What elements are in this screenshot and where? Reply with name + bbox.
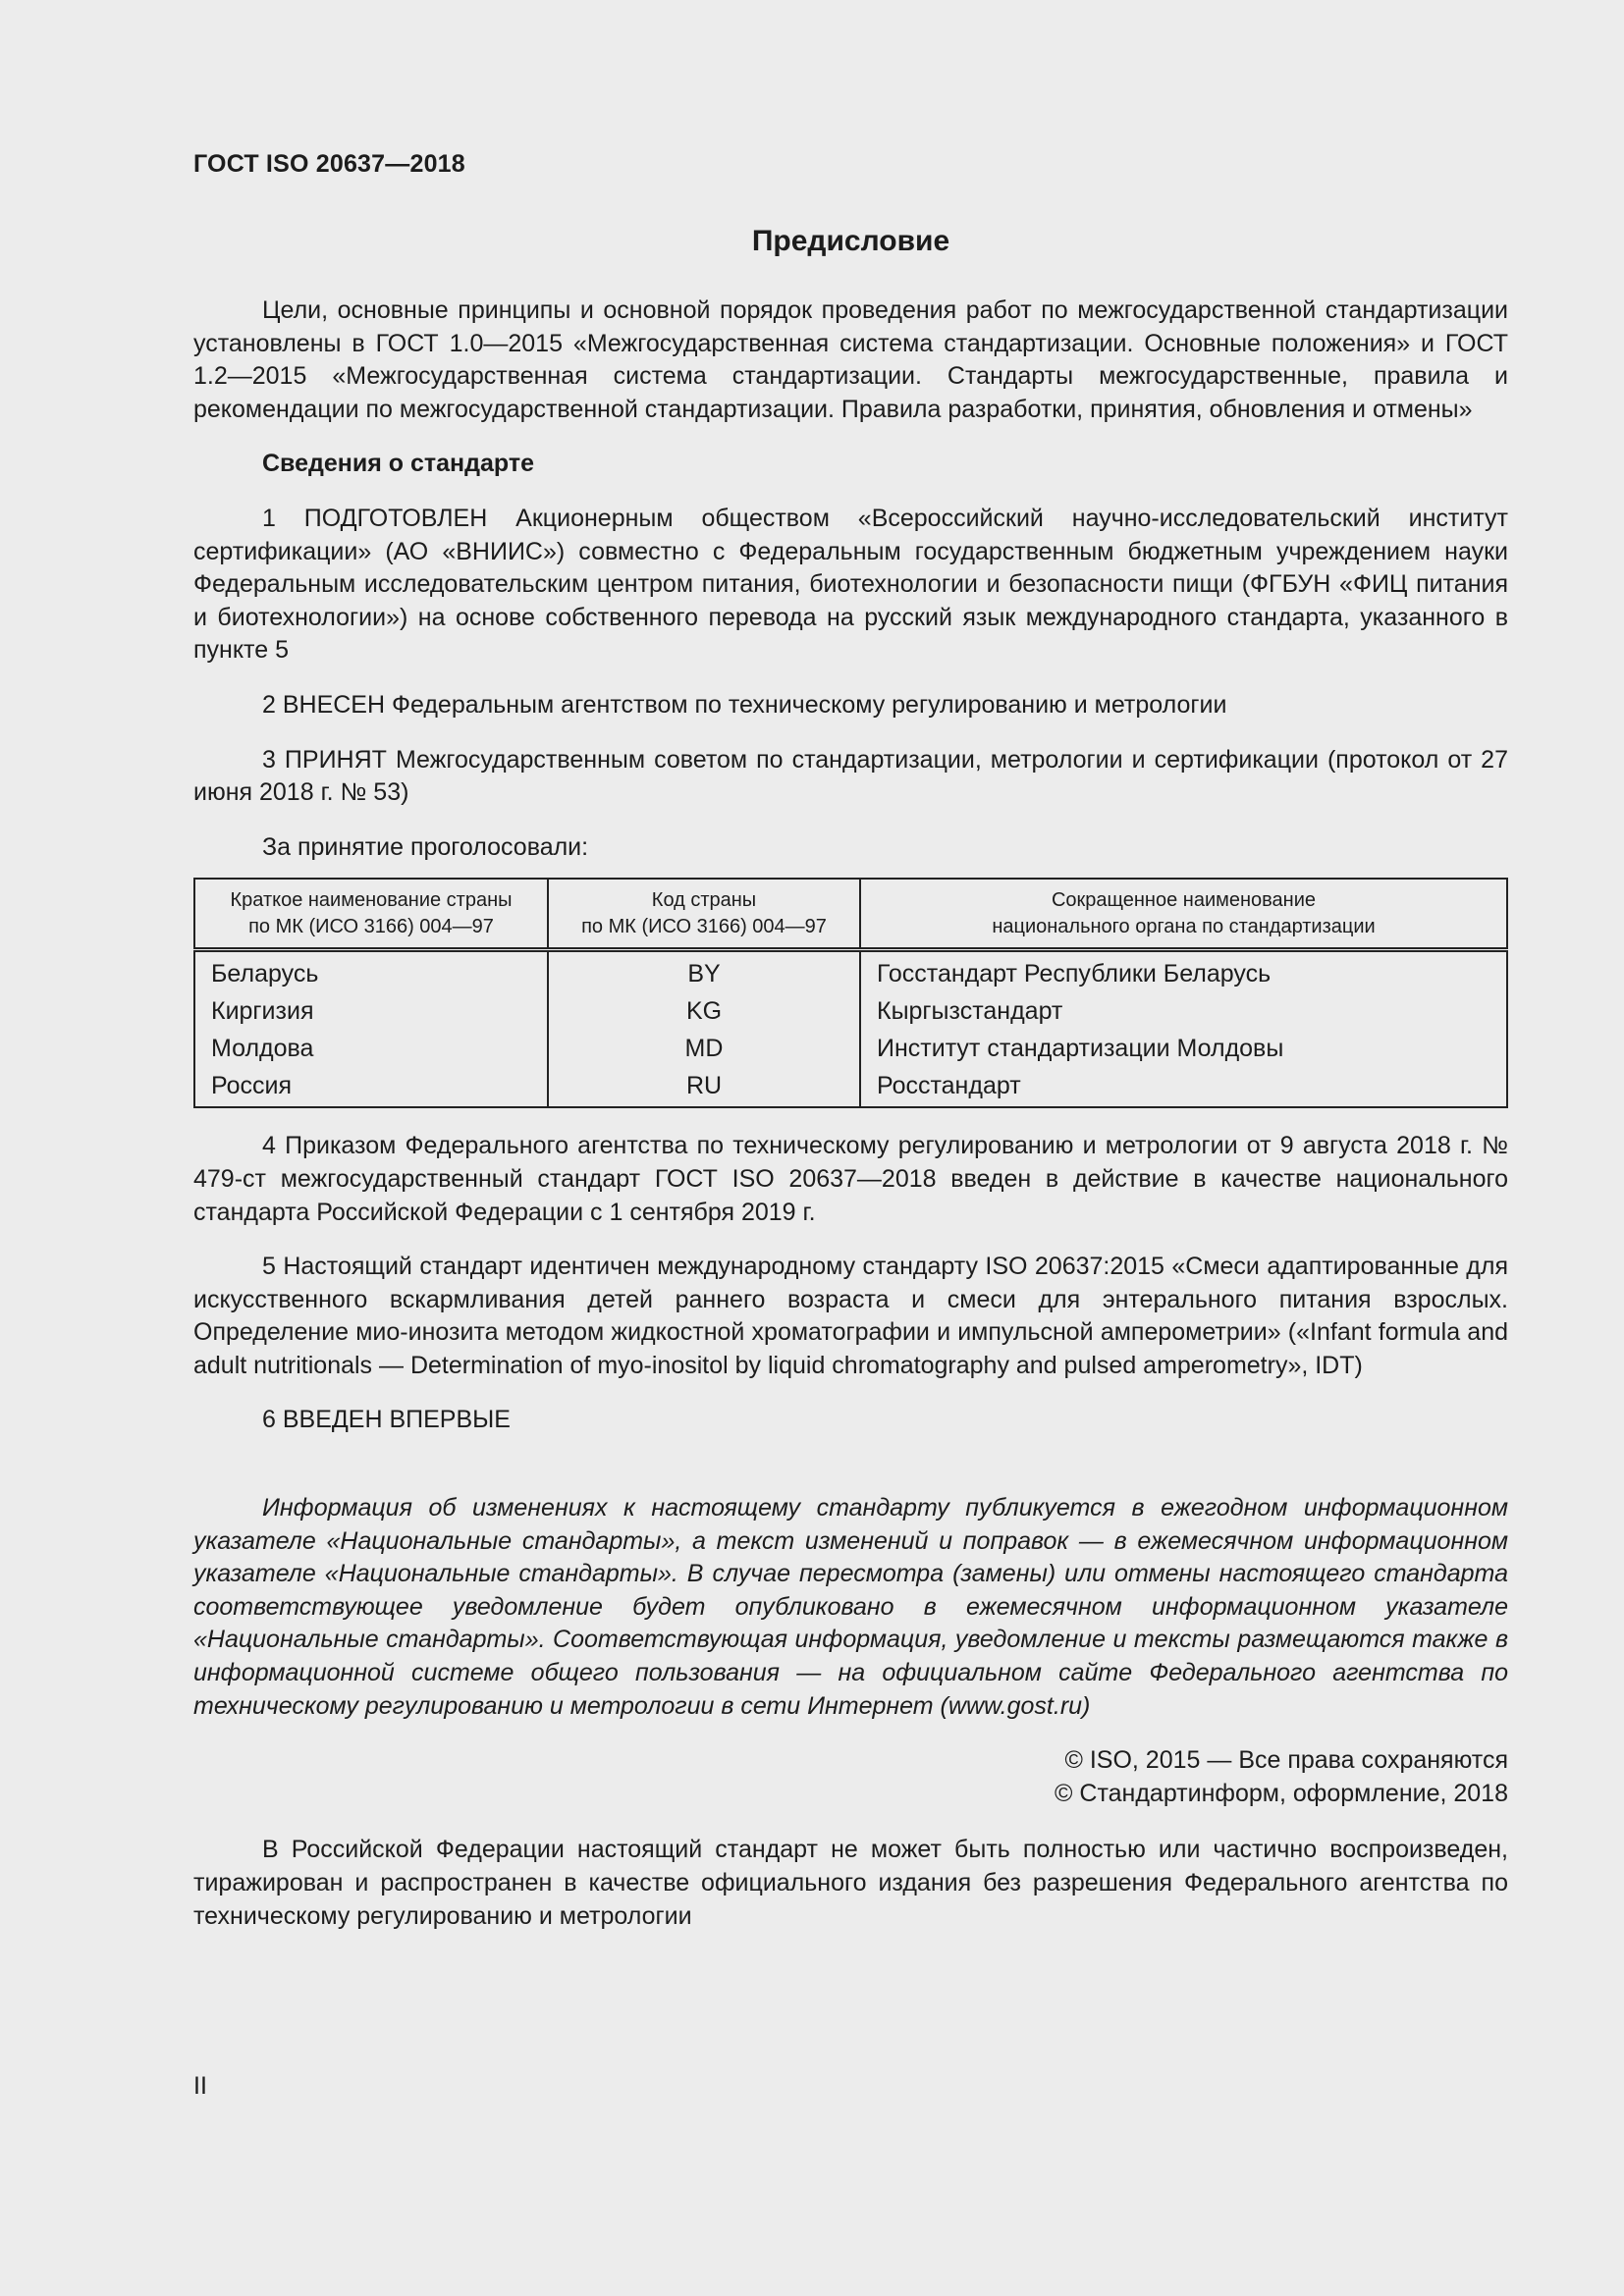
rights-paragraph: В Российской Федерации настоящий стандарт не может быть полностью или частично воспроизведен, тиражирован и распространен в качестве официального издания без разрешения Федерального агентства по техническому регулированию и метрологии (193, 1836, 1508, 1930)
page-title: Предисловие (751, 225, 950, 257)
column-header-line: Краткое наименование страны (230, 889, 513, 912)
column-header-line: по МК (ИСО 3166) 004—97 (248, 916, 494, 938)
body-cell: Институт стандартизации Молдовы (860, 1030, 1507, 1067)
column-header-line: Сокращенное наименование (1051, 889, 1317, 912)
column-header-body (860, 879, 1507, 950)
table-row (194, 1030, 1507, 1067)
body-cell: Госстандарт Республики Беларусь (860, 950, 1507, 993)
column-header-country (194, 879, 548, 950)
voted-label: За принятие проголосовали: (262, 832, 589, 861)
copyright-iso: © ISO, 2015 — Все права сохраняются (1064, 1746, 1508, 1775)
country-cell: Молдова (194, 1030, 548, 1067)
section-heading: Сведения о стандарте (262, 450, 535, 478)
document-body (193, 294, 1508, 1933)
voters-table (193, 878, 1508, 1108)
copyright-publisher: © Стандартинформ, оформление, 2018 (1055, 1779, 1508, 1807)
code-cell: RU (548, 1067, 860, 1107)
page-number: II (193, 2072, 207, 2100)
change-info-paragraph: Информация об изменениях к настоящему стандарту публикуется в ежегодном информационном указателе «Национальные стандарты», а текст изменений и поправок — в ежемесячном информационном указателе «Национальные стандарты». В случае пересмотра (замены) или отмены настоящего стандарта соответствующее уведомление будет опубликовано в ежемесячном информационном указателе «Национальные стандарты». Соответствующая информация, уведомление и тексты размещаются также в информационной системе общего пользования — на официальном сайте Федерального агентства по техническому регулированию и метрологии в сети Интернет (www.gost.ru) (193, 1494, 1508, 1720)
code-cell: BY (548, 950, 860, 993)
item-6-paragraph: 6 ВВЕДЕН ВПЕРВЫЕ (262, 1406, 511, 1434)
table-row (194, 1067, 1507, 1107)
body-cell: Кыргызстандарт (860, 992, 1507, 1030)
item-5-paragraph: 5 Настоящий стандарт идентичен международному стандарту ISO 20637:2015 «Смеси адаптированные для искусственного вскармливания детей раннего возраста и смеси для энтерального питания взрослых. Определение мио-инозита методом жидкостной хроматографии и импульсной амперометрии» («Infant formula and adult nutritionals — Determination of myo-inositol by liquid chromatography and pulsed amperometry», IDT) (193, 1253, 1508, 1379)
copyright-block (193, 1744, 1508, 1810)
intro-paragraph: Цели, основные принципы и основной порядок проведения работ по межгосударственной стандартизации установлены в ГОСТ 1.0—2015 «Межгосударственная система стандартизации. Основные положения» и ГОСТ 1.2—2015 «Межгосударственная система стандартизации. Стандарты межгосударственные, правила и рекомендации по межгосударственной стандартизации. Правила разработки, принятия, обновления и отмены» (193, 296, 1508, 423)
country-cell: Беларусь (194, 950, 548, 993)
column-header-line: по МК (ИСО 3166) 004—97 (581, 916, 827, 938)
table-row (194, 992, 1507, 1030)
item-4-paragraph: 4 Приказом Федерального агентства по техническому регулированию и метрологии от 9 августа 2018 г. № 479-ст межгосударственный стандарт ГОСТ ISO 20637—2018 введен в действие в качестве национального стандарта Российской Федерации с 1 сентября 2019 г. (193, 1132, 1508, 1226)
column-header-code (548, 879, 860, 950)
body-cell: Росстандарт (860, 1067, 1507, 1107)
code-cell: MD (548, 1030, 860, 1067)
table-row (194, 950, 1507, 993)
item-1-paragraph: 1 ПОДГОТОВЛЕН Акционерным обществом «Всероссийский научно-исследовательский институт сертификации» (АО «ВНИИС») совместно с Федеральным государственным бюджетным учреждением науки Федеральным исследовательским центром питания, биотехнологии и безопасности пищи (ФГБУН «ФИЦ питания и биотехнологии») на основе собственного перевода на русский язык международного стандарта, указанного в пункте 5 (193, 504, 1508, 665)
item-3-paragraph: 3 ПРИНЯТ Межгосударственным советом по стандартизации, метрологии и сертификации (протокол от 27 июня 2018 г. № 53) (193, 745, 1508, 807)
code-cell: KG (548, 992, 860, 1030)
document-id-header: ГОСТ ISO 20637—2018 (193, 150, 465, 178)
country-cell: Киргизия (194, 992, 548, 1030)
table-header-row (194, 879, 1507, 950)
item-2-paragraph: 2 ВНЕСЕН Федеральным агентством по техническому регулированию и метрологии (262, 690, 1227, 719)
column-header-line: Код страны (651, 889, 757, 912)
country-cell: Россия (194, 1067, 548, 1107)
document-page (193, 147, 1508, 1930)
column-header-line: национального органа по стандартизации (992, 916, 1376, 938)
